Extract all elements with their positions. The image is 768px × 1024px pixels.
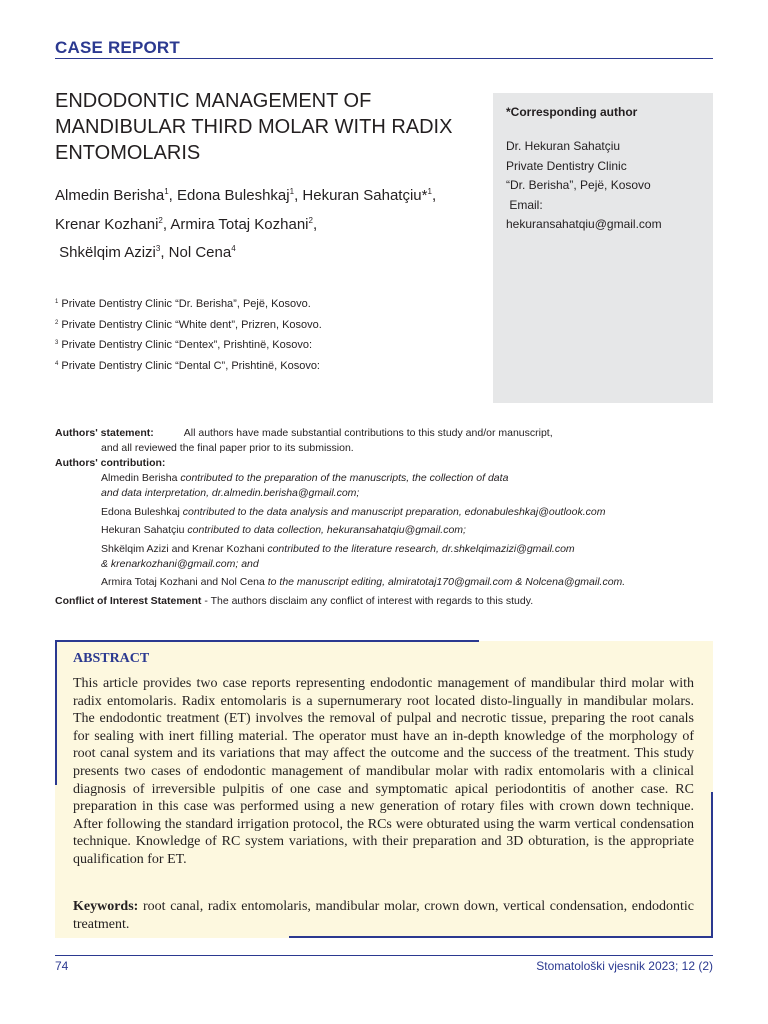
author-name: Edona Buleshkaj <box>177 187 290 204</box>
page-number: 74 <box>55 959 69 973</box>
author-name: Armira Totaj Kozhani <box>170 215 309 233</box>
author-list: Almedin Berisha$^1$, Edona Buleshkaj$^1$, Hekuran Sahatçiu*$^1$, Krenar Kozhani$^2$, Armira Totaj Kozhani$^2$, Shkëlqim Azizi$^3$, Nol Cena$^4$ <box>55 187 437 261</box>
author-statements <box>55 426 715 609</box>
corresponding-author-box <box>493 93 713 403</box>
author-affiliation-mark: 4 <box>231 244 236 253</box>
corresponding-author-email[interactable]: hekuransahatqiu@gmail.com <box>506 217 662 231</box>
conflict-of-interest: Conflict of Interest Statement - The authors disclaim any conflict of interest with regards to this study. <box>55 594 534 607</box>
author-affiliation-mark: 1 <box>289 187 295 196</box>
affiliation-item: $^4$ Private Dentistry Clinic “Dental C”, Prishtinë, Kosovo: <box>55 359 320 372</box>
header-divider <box>55 58 713 59</box>
abstract-keywords <box>73 898 694 934</box>
abstract-frame-top <box>55 640 479 642</box>
abstract-heading: ABSTRACT <box>73 651 150 666</box>
author-affiliation-mark: 3 <box>155 244 161 253</box>
abstract-text: This article provides two case reports representing endodontic management of mandibular third molar with radix entomolaris. Radix entomolaris is a supernumerary root located disto-lingually in mandibular molars. The endodontic treatment (ET) involves the removal of pulpal and necrotic tissue, preparing the root canals for sealing with inert filling material. The operator must have an in-depth knowledge of the morphology of root canal system and its variations that may affect the outcome and the success of the treatment. This study presents two cases of endodontic management of mandibular molar with radix entomolaris with a clinical diagnosis of irreversible pulpitis of one case and symptomatic apical periodontitis of another case. RC preparation in this case was performed using a new generation of rotary files with crown down technique. After following the standard irrigation protocol, the RCs were obturated using the warm vertical condensation technique. Knowledge of RC system variations, with their preparation and 3D obturation, is the appropriate qualification for ET. <box>73 676 694 867</box>
author-name: Hekuran Sahatçiu* <box>302 187 428 204</box>
author-name: Almedin Berisha <box>55 187 165 204</box>
contribution-heading: Authors' contribution: <box>55 457 166 469</box>
corresponding-author-line: Email: <box>506 197 543 212</box>
author-affiliation-mark: 2 <box>158 215 163 225</box>
article-title: ENDODONTIC MANAGEMENT OF MANDIBULAR THIRD MOLAR WITH RADIX ENTOMOLARIS <box>55 90 453 164</box>
corresponding-author-line: Dr. Hekuran Sahatçiu <box>506 139 621 153</box>
affiliation-list <box>55 293 475 375</box>
contribution-item: Almedin Berisha contributed to the preparation of the manuscripts, the collection of data and data interpretation, dr.almedin.berisha@gmail.com; <box>101 472 509 499</box>
abstract-frame-right <box>711 792 713 938</box>
authors-statement: Authors' statement: All authors have made substantial contributions to this study and/or manuscript, <box>55 427 553 439</box>
contribution-item: Hekuran Sahatçiu contributed to data collection, hekuransahatqiu@gmail.com; <box>101 524 466 536</box>
keywords-label: Keywords: <box>73 899 139 914</box>
abstract-frame-bottom <box>289 936 713 938</box>
author-name: Nol Cena <box>168 244 232 261</box>
author-name: Krenar Kozhani <box>55 215 159 233</box>
author-name: Shkëlqim Azizi <box>59 244 156 261</box>
journal-citation: Stomatološki vjesnik 2023; 12 (2) <box>536 959 713 973</box>
contribution-item: Shkëlqim Azizi and Krenar Kozhani contributed to the literature research, dr.shkelqimazizi@gmail.com & krenarkozhani@gmail.com; and <box>101 542 575 570</box>
authors-statement-continued: and all reviewed the final paper prior to its submission. <box>101 442 354 454</box>
corresponding-author-heading: *Corresponding author <box>506 105 638 119</box>
affiliation-item: $^2$ Private Dentistry Clinic “White dent”, Prizren, Kosovo. <box>55 318 322 331</box>
author-affiliation-mark: 2 <box>308 215 313 225</box>
corresponding-author-line: Private Dentistry Clinic <box>506 158 627 173</box>
contribution-item: Armira Totaj Kozhani and Nol Cena to the manuscript editing, almiratotaj170@gmail.com & Nolcena@gmail.com. <box>101 576 626 588</box>
keywords-list: root canal, radix entomolaris, mandibular molar, crown down, vertical condensation, endodontic treatment. <box>73 899 694 932</box>
author-affiliation-mark: 1 <box>427 187 432 196</box>
corresponding-author-line: “Dr. Berisha”, Pejë, Kosovo <box>506 178 651 192</box>
author-affiliation-mark: 1 <box>164 187 169 196</box>
section-label: CASE REPORT <box>55 38 180 57</box>
affiliation-item: $^1$ Private Dentistry Clinic “Dr. Berisha”, Pejë, Kosovo. <box>55 298 311 310</box>
footer-divider <box>55 955 713 956</box>
contribution-item: Edona Buleshkaj contributed to the data analysis and manuscript preparation, edonabuleshkaj@outlook.com <box>101 505 606 518</box>
affiliation-item: $^3$ Private Dentistry Clinic “Dentex”, Prishtinë, Kosovo: <box>55 339 313 351</box>
abstract-frame-left <box>55 640 57 785</box>
